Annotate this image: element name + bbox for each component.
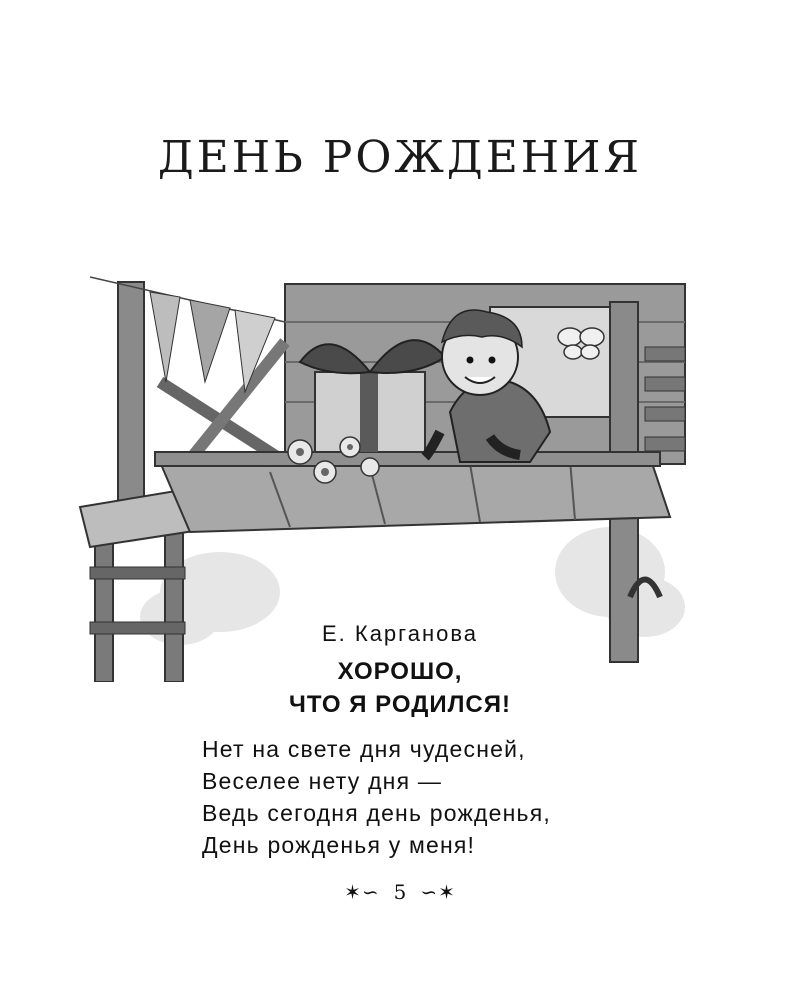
poem-author: Е. Карганова	[321, 621, 479, 646]
ornament-right-icon: ∽✶	[420, 880, 456, 904]
poem-title-line: ХОРОШО,	[337, 658, 463, 685]
treehouse-illustration	[70, 262, 720, 682]
poem-title	[0, 655, 800, 721]
poem-body	[202, 733, 551, 861]
page-number: 5	[393, 880, 407, 904]
poem-line: Нет на свете дня чудесней,	[202, 736, 526, 762]
poem-title-line: ЧТО Я РОДИЛСЯ!	[289, 691, 511, 718]
poem-line: День рожденья у меня!	[202, 832, 476, 858]
page-footer	[0, 880, 800, 904]
poem-line: Веселее нету дня —	[202, 768, 443, 794]
poem-line: Ведь сегодня день рожденья,	[202, 800, 551, 826]
ornament-left-icon: ✶∽	[344, 880, 380, 904]
page-heading: ДЕНЬ РОЖДЕНИЯ	[157, 132, 643, 183]
